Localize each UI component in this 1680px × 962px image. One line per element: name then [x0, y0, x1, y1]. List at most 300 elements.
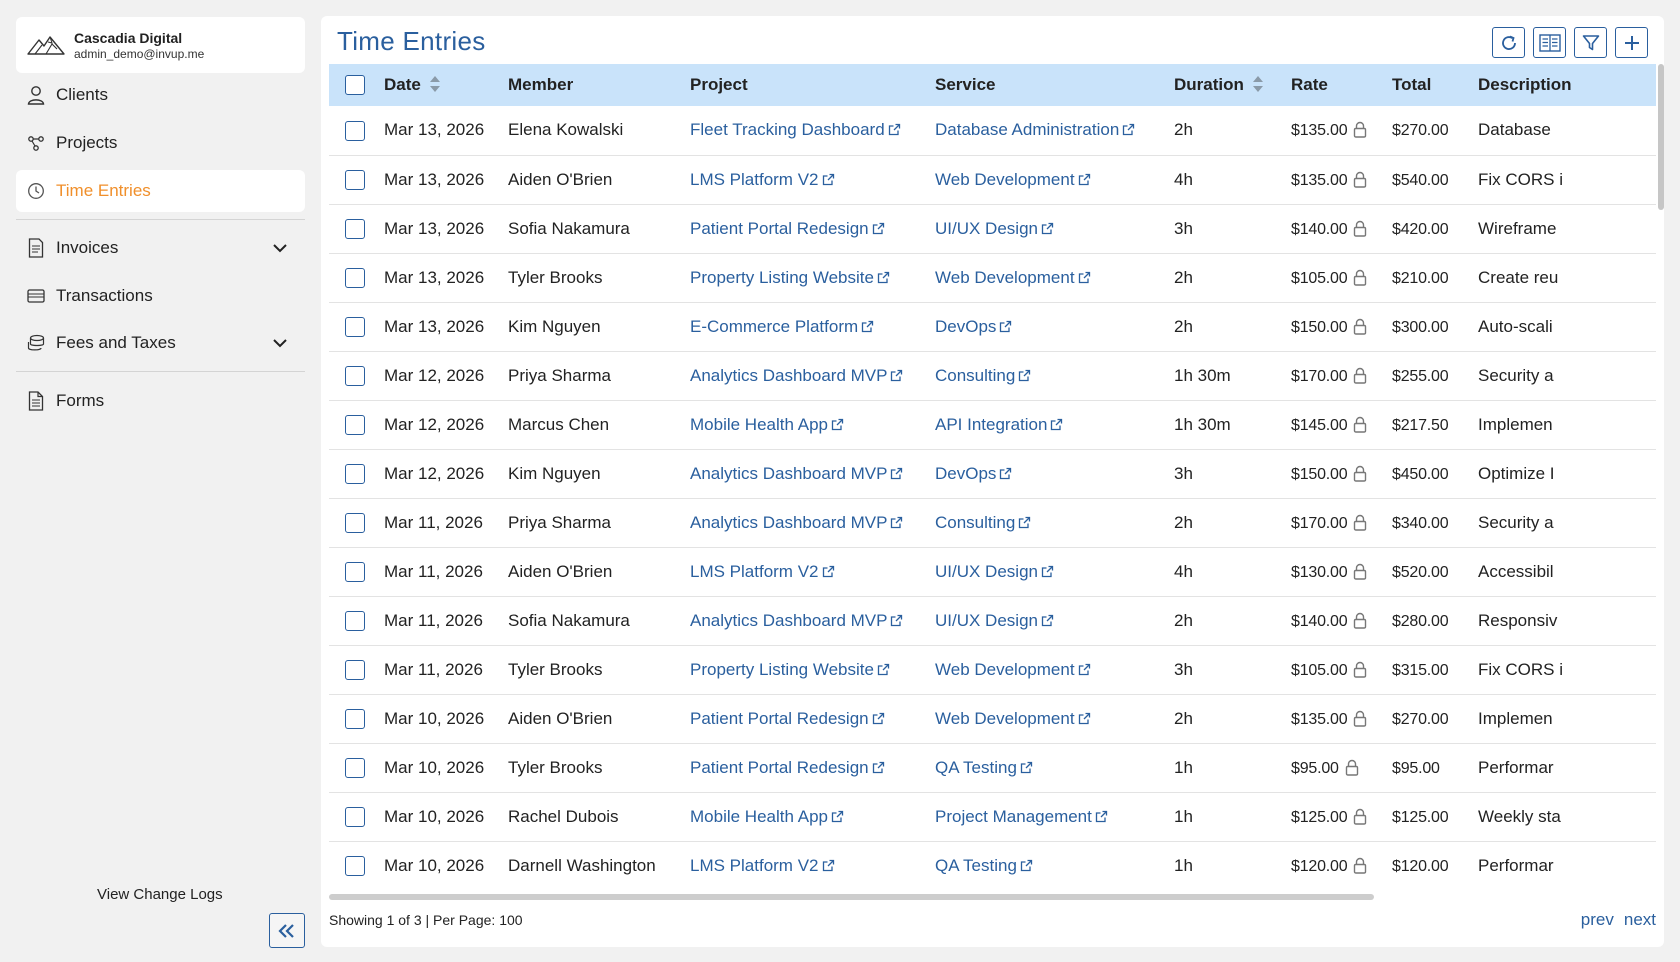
- cell-service: [935, 449, 1174, 498]
- table-row[interactable]: [329, 498, 1656, 547]
- total-value: $125.00: [1392, 808, 1449, 826]
- lock-icon: [1353, 465, 1367, 482]
- coins-icon: [26, 333, 46, 353]
- row-checkbox[interactable]: [345, 562, 365, 582]
- row-checkbox[interactable]: [345, 513, 365, 533]
- lock-icon: [1353, 808, 1367, 825]
- project-link[interactable]: Analytics Dashboard MVP: [690, 610, 888, 630]
- rate-value: $130.00: [1291, 563, 1348, 581]
- column-header-total[interactable]: Total: [1392, 75, 1432, 94]
- sidebar-item-label: Fees and Taxes: [56, 333, 176, 352]
- rate-value: $105.00: [1291, 661, 1348, 679]
- cell-date: Mar 11, 2026: [384, 596, 508, 645]
- cell-description: Weekly sta: [1478, 792, 1656, 841]
- external-link-icon: [1041, 222, 1054, 235]
- cell-date: Mar 12, 2026: [384, 351, 508, 400]
- view-change-logs-link[interactable]: View Change Logs: [97, 886, 223, 903]
- external-link-icon: [890, 369, 903, 382]
- pagination: [1581, 910, 1656, 930]
- service-link[interactable]: DevOps: [935, 316, 997, 336]
- external-link-icon: [1041, 565, 1054, 578]
- cell-description: Fix CORS i: [1478, 155, 1656, 204]
- service-link[interactable]: UI/UX Design: [935, 218, 1038, 238]
- cell-project: [690, 743, 935, 792]
- chevron-down-icon[interactable]: [271, 239, 289, 257]
- sidebar-item-label: Clients: [56, 85, 108, 104]
- cell-rate: [1291, 547, 1392, 596]
- cell-description: Auto-scali: [1478, 302, 1656, 351]
- lock-icon: [1353, 612, 1367, 629]
- cell-duration: 3h: [1174, 645, 1291, 694]
- project-link[interactable]: E-Commerce Platform: [690, 316, 859, 336]
- sidebar-item-transactions[interactable]: [16, 275, 305, 317]
- cell-member: Sofia Nakamura: [508, 204, 690, 253]
- cell-description: Fix CORS i: [1478, 645, 1656, 694]
- cell-duration: 2h: [1174, 498, 1291, 547]
- chevron-down-icon[interactable]: [271, 334, 289, 352]
- external-link-icon: [1018, 369, 1031, 382]
- project-link[interactable]: Analytics Dashboard MVP: [690, 512, 888, 532]
- service-link[interactable]: Database Administration: [935, 120, 1120, 140]
- cell-date: Mar 13, 2026: [384, 302, 508, 351]
- rate-value: $120.00: [1291, 857, 1348, 875]
- filter-button[interactable]: [1574, 27, 1607, 58]
- table-row[interactable]: [329, 204, 1656, 253]
- sidebar-item-label: Invoices: [56, 238, 119, 257]
- cell-date: Mar 13, 2026: [384, 253, 508, 302]
- external-link-icon: [822, 173, 835, 186]
- lock-icon: [1353, 171, 1367, 188]
- cell-member: Darnell Washington: [508, 841, 690, 890]
- total-value: $217.50: [1392, 416, 1449, 434]
- row-checkbox[interactable]: [345, 415, 365, 435]
- lock-icon: [1353, 563, 1367, 580]
- cell-project: [690, 547, 935, 596]
- cell-date: Mar 10, 2026: [384, 792, 508, 841]
- cell-rate: [1291, 596, 1392, 645]
- next-page-link[interactable]: next: [1623, 910, 1656, 929]
- cell-project: [690, 449, 935, 498]
- project-link[interactable]: Analytics Dashboard MVP: [690, 463, 888, 483]
- rate-value: $150.00: [1291, 465, 1348, 483]
- sidebar-item-forms[interactable]: [16, 380, 305, 422]
- double-chevron-left-icon: [277, 923, 297, 939]
- project-link[interactable]: Patient Portal Redesign: [690, 757, 869, 777]
- rate-value: $170.00: [1291, 514, 1348, 532]
- table-row[interactable]: [329, 841, 1656, 890]
- horizontal-scrollbar[interactable]: [329, 894, 1374, 900]
- external-link-icon: [999, 467, 1012, 480]
- service-link[interactable]: QA Testing: [935, 757, 1017, 777]
- lock-icon: [1353, 121, 1367, 138]
- cell-total: [1392, 302, 1478, 351]
- table-header-row: [329, 64, 1656, 106]
- cell-rate: [1291, 155, 1392, 204]
- total-value: $420.00: [1392, 220, 1449, 238]
- cell-description: Responsiv: [1478, 596, 1656, 645]
- sidebar: [0, 0, 320, 962]
- lock-icon: [1353, 220, 1367, 237]
- cell-total: [1392, 498, 1478, 547]
- cell-project: [690, 351, 935, 400]
- cell-total: [1392, 155, 1478, 204]
- cell-project: [690, 204, 935, 253]
- cell-project: [690, 645, 935, 694]
- lock-icon: [1353, 710, 1367, 727]
- refresh-icon: [1500, 34, 1518, 52]
- project-link[interactable]: Mobile Health App: [690, 414, 828, 434]
- table-row[interactable]: [329, 694, 1656, 743]
- external-link-icon: [872, 761, 885, 774]
- total-value: $540.00: [1392, 171, 1449, 189]
- cell-duration: 1h 30m: [1174, 351, 1291, 400]
- cell-rate: [1291, 694, 1392, 743]
- total-value: $340.00: [1392, 514, 1449, 532]
- total-value: $450.00: [1392, 465, 1449, 483]
- cell-service: [935, 253, 1174, 302]
- cell-project: [690, 155, 935, 204]
- project-link[interactable]: LMS Platform V2: [690, 855, 819, 875]
- cell-duration: 4h: [1174, 155, 1291, 204]
- cell-rate: [1291, 645, 1392, 694]
- cell-date: Mar 12, 2026: [384, 400, 508, 449]
- row-checkbox[interactable]: [345, 366, 365, 386]
- row-checkbox[interactable]: [345, 758, 365, 778]
- row-checkbox[interactable]: [345, 660, 365, 680]
- cell-project: [690, 106, 935, 155]
- row-checkbox[interactable]: [345, 170, 365, 190]
- table-row[interactable]: [329, 400, 1656, 449]
- cell-project: [690, 302, 935, 351]
- cell-service: [935, 841, 1174, 890]
- rate-value: $125.00: [1291, 808, 1348, 826]
- plus-icon: [1623, 34, 1641, 52]
- external-link-icon: [1078, 712, 1091, 725]
- cell-project: [690, 596, 935, 645]
- cell-rate: [1291, 743, 1392, 792]
- cell-service: [935, 302, 1174, 351]
- select-all-checkbox[interactable]: [345, 75, 365, 95]
- project-link[interactable]: Patient Portal Redesign: [690, 708, 869, 728]
- toolbar: [1492, 27, 1648, 58]
- cell-rate: [1291, 302, 1392, 351]
- rate-value: $140.00: [1291, 220, 1348, 238]
- row-checkbox[interactable]: [345, 709, 365, 729]
- cell-service: [935, 204, 1174, 253]
- rate-value: $135.00: [1291, 122, 1348, 140]
- table-row[interactable]: [329, 351, 1656, 400]
- cell-rate: [1291, 204, 1392, 253]
- external-link-icon: [872, 222, 885, 235]
- cell-duration: 1h: [1174, 841, 1291, 890]
- main-panel: [321, 16, 1664, 947]
- lock-icon: [1353, 857, 1367, 874]
- external-link-icon: [877, 271, 890, 284]
- service-link[interactable]: Web Development: [935, 169, 1075, 189]
- lock-icon: [1345, 759, 1359, 776]
- cell-rate: [1291, 400, 1392, 449]
- table-row[interactable]: [329, 253, 1656, 302]
- table-row[interactable]: [329, 449, 1656, 498]
- lock-icon: [1353, 318, 1367, 335]
- table-row[interactable]: [329, 106, 1656, 155]
- card-icon: [26, 286, 46, 306]
- column-header-date[interactable]: Date: [384, 64, 508, 106]
- rate-value: $135.00: [1291, 710, 1348, 728]
- project-link[interactable]: Patient Portal Redesign: [690, 218, 869, 238]
- cell-description: Performar: [1478, 841, 1656, 890]
- row-checkbox[interactable]: [345, 611, 365, 631]
- sidebar-item-label: Transactions: [56, 286, 153, 305]
- external-link-icon: [831, 810, 844, 823]
- cell-total: [1392, 596, 1478, 645]
- cell-project: [690, 400, 935, 449]
- cell-member: Tyler Brooks: [508, 645, 690, 694]
- rate-value: $170.00: [1291, 367, 1348, 385]
- external-link-icon: [888, 123, 901, 136]
- cell-date: Mar 10, 2026: [384, 841, 508, 890]
- table-row[interactable]: [329, 792, 1656, 841]
- cell-description: Wireframe: [1478, 204, 1656, 253]
- rate-value: $150.00: [1291, 318, 1348, 336]
- cell-duration: 3h: [1174, 204, 1291, 253]
- cell-description: Implemen: [1478, 694, 1656, 743]
- lock-icon: [1353, 269, 1367, 286]
- cell-rate: [1291, 106, 1392, 155]
- page-title: Time Entries: [337, 26, 486, 56]
- sidebar-item-label: Forms: [56, 391, 105, 410]
- nodes-icon: [26, 133, 46, 153]
- cell-total: [1392, 106, 1478, 155]
- add-entry-button[interactable]: [1615, 27, 1648, 58]
- prev-page-link[interactable]: prev: [1580, 910, 1614, 929]
- rate-value: $95.00: [1291, 759, 1339, 777]
- lock-icon: [1353, 661, 1367, 678]
- cell-total: [1392, 547, 1478, 596]
- cell-rate: [1291, 449, 1392, 498]
- columns-button[interactable]: [1533, 27, 1566, 58]
- cell-project: [690, 792, 935, 841]
- external-link-icon: [822, 565, 835, 578]
- cell-duration: 2h: [1174, 106, 1291, 155]
- external-link-icon: [872, 712, 885, 725]
- rate-value: $140.00: [1291, 612, 1348, 630]
- project-link[interactable]: LMS Platform V2: [690, 561, 819, 581]
- service-link[interactable]: Web Development: [935, 708, 1075, 728]
- cell-service: [935, 645, 1174, 694]
- row-checkbox[interactable]: [345, 807, 365, 827]
- mountain-logo-icon: [26, 32, 66, 58]
- cell-description: Create reu: [1478, 253, 1656, 302]
- sidebar-divider: [16, 371, 305, 372]
- sort-icon: [429, 75, 441, 93]
- row-checkbox[interactable]: [345, 856, 365, 876]
- cell-member: Priya Sharma: [508, 351, 690, 400]
- table-row[interactable]: [329, 596, 1656, 645]
- clock-icon: [26, 181, 46, 201]
- table-row[interactable]: [329, 743, 1656, 792]
- cell-service: [935, 743, 1174, 792]
- external-link-icon: [822, 859, 835, 872]
- cell-member: Kim Nguyen: [508, 449, 690, 498]
- external-link-icon: [877, 663, 890, 676]
- column-header-project[interactable]: Project: [690, 75, 748, 94]
- cell-duration: 2h: [1174, 694, 1291, 743]
- project-link[interactable]: Mobile Health App: [690, 806, 828, 826]
- cell-total: [1392, 645, 1478, 694]
- refresh-button[interactable]: [1492, 27, 1525, 58]
- column-header-service[interactable]: Service: [935, 75, 996, 94]
- external-link-icon: [1020, 761, 1033, 774]
- service-link[interactable]: Web Development: [935, 267, 1075, 287]
- row-checkbox[interactable]: [345, 317, 365, 337]
- cell-total: [1392, 841, 1478, 890]
- external-link-icon: [1078, 271, 1091, 284]
- column-header-rate[interactable]: Rate: [1291, 75, 1328, 94]
- row-checkbox[interactable]: [345, 464, 365, 484]
- project-link[interactable]: Property Listing Website: [690, 659, 874, 679]
- service-link[interactable]: Project Management: [935, 806, 1092, 826]
- cell-total: [1392, 449, 1478, 498]
- cell-description: Security a: [1478, 351, 1656, 400]
- table-row[interactable]: [329, 302, 1656, 351]
- project-link[interactable]: Analytics Dashboard MVP: [690, 365, 888, 385]
- table-row[interactable]: [329, 547, 1656, 596]
- cell-description: Database: [1478, 106, 1656, 155]
- project-link[interactable]: Property Listing Website: [690, 267, 874, 287]
- table-row[interactable]: [329, 645, 1656, 694]
- column-header-description[interactable]: Description: [1478, 75, 1572, 94]
- cell-project: [690, 841, 935, 890]
- cell-service: [935, 498, 1174, 547]
- cell-duration: 2h: [1174, 253, 1291, 302]
- service-link[interactable]: QA Testing: [935, 855, 1017, 875]
- total-value: $270.00: [1392, 710, 1449, 728]
- external-link-icon: [999, 320, 1012, 333]
- external-link-icon: [1122, 123, 1135, 136]
- total-value: $210.00: [1392, 269, 1449, 287]
- lock-icon: [1353, 514, 1367, 531]
- row-checkbox[interactable]: [345, 268, 365, 288]
- org-card[interactable]: [16, 17, 305, 73]
- cell-service: [935, 792, 1174, 841]
- cell-date: Mar 11, 2026: [384, 547, 508, 596]
- cell-duration: 2h: [1174, 596, 1291, 645]
- time-entries-table: [329, 64, 1656, 890]
- cell-member: Priya Sharma: [508, 498, 690, 547]
- cell-member: Marcus Chen: [508, 400, 690, 449]
- cell-service: [935, 106, 1174, 155]
- cell-total: [1392, 204, 1478, 253]
- service-link[interactable]: DevOps: [935, 463, 997, 483]
- cell-total: [1392, 253, 1478, 302]
- service-link[interactable]: Web Development: [935, 659, 1075, 679]
- sort-icon: [1252, 75, 1264, 93]
- total-value: $315.00: [1392, 661, 1449, 679]
- sidebar-item-invoices[interactable]: [16, 227, 305, 269]
- total-value: $300.00: [1392, 318, 1449, 336]
- rate-value: $105.00: [1291, 269, 1348, 287]
- service-link[interactable]: UI/UX Design: [935, 561, 1038, 581]
- cell-date: Mar 13, 2026: [384, 106, 508, 155]
- lock-icon: [1353, 416, 1367, 433]
- vertical-scrollbar[interactable]: [1658, 64, 1664, 210]
- total-value: $270.00: [1392, 122, 1449, 140]
- external-link-icon: [890, 516, 903, 529]
- sidebar-item-fees-and-taxes[interactable]: [16, 322, 305, 364]
- cell-service: [935, 155, 1174, 204]
- service-link[interactable]: API Integration: [935, 414, 1048, 434]
- external-link-icon: [831, 418, 844, 431]
- external-link-icon: [890, 614, 903, 627]
- cell-service: [935, 400, 1174, 449]
- service-link[interactable]: Consulting: [935, 365, 1016, 385]
- cell-description: Implemen: [1478, 400, 1656, 449]
- sidebar-divider: [16, 219, 305, 220]
- cell-service: [935, 351, 1174, 400]
- cell-duration: 1h: [1174, 743, 1291, 792]
- cell-total: [1392, 792, 1478, 841]
- cell-rate: [1291, 841, 1392, 890]
- cell-description: Performar: [1478, 743, 1656, 792]
- total-value: $280.00: [1392, 612, 1449, 630]
- total-value: $255.00: [1392, 367, 1449, 385]
- cell-service: [935, 596, 1174, 645]
- cell-service: [935, 547, 1174, 596]
- row-checkbox[interactable]: [345, 121, 365, 141]
- sidebar-item-time-entries[interactable]: [16, 170, 305, 212]
- org-email: admin_demo@invup.me: [74, 46, 205, 61]
- column-header-duration[interactable]: Duration: [1174, 64, 1291, 106]
- external-link-icon: [1078, 663, 1091, 676]
- cell-duration: 1h: [1174, 792, 1291, 841]
- cell-rate: [1291, 792, 1392, 841]
- cell-duration: 1h 30m: [1174, 400, 1291, 449]
- cell-rate: [1291, 498, 1392, 547]
- project-link[interactable]: LMS Platform V2: [690, 169, 819, 189]
- cell-service: [935, 694, 1174, 743]
- collapse-sidebar-button[interactable]: [269, 913, 305, 948]
- sidebar-item-label: Time Entries: [56, 181, 151, 200]
- service-link[interactable]: UI/UX Design: [935, 610, 1038, 630]
- cell-member: Elena Kowalski: [508, 106, 690, 155]
- table-row[interactable]: [329, 155, 1656, 204]
- cell-member: Tyler Brooks: [508, 253, 690, 302]
- total-value: $120.00: [1392, 857, 1449, 875]
- cell-total: [1392, 694, 1478, 743]
- service-link[interactable]: Consulting: [935, 512, 1016, 532]
- sidebar-item-label: Projects: [56, 133, 118, 152]
- total-value: $520.00: [1392, 563, 1449, 581]
- sidebar-item-clients[interactable]: [16, 74, 305, 116]
- row-checkbox[interactable]: [345, 219, 365, 239]
- project-link[interactable]: Fleet Tracking Dashboard: [690, 120, 885, 140]
- cell-duration: 4h: [1174, 547, 1291, 596]
- external-link-icon: [1018, 516, 1031, 529]
- cell-project: [690, 253, 935, 302]
- sidebar-item-projects[interactable]: [16, 122, 305, 164]
- cell-date: Mar 12, 2026: [384, 449, 508, 498]
- column-header-member[interactable]: Member: [508, 75, 574, 94]
- cell-total: [1392, 400, 1478, 449]
- cell-date: Mar 10, 2026: [384, 743, 508, 792]
- cell-project: [690, 694, 935, 743]
- pagination-status: Showing 1 of 3 | Per Page: 100: [329, 912, 523, 928]
- cell-member: Sofia Nakamura: [508, 596, 690, 645]
- cell-rate: [1291, 253, 1392, 302]
- cell-member: Aiden O'Brien: [508, 547, 690, 596]
- cell-date: Mar 13, 2026: [384, 155, 508, 204]
